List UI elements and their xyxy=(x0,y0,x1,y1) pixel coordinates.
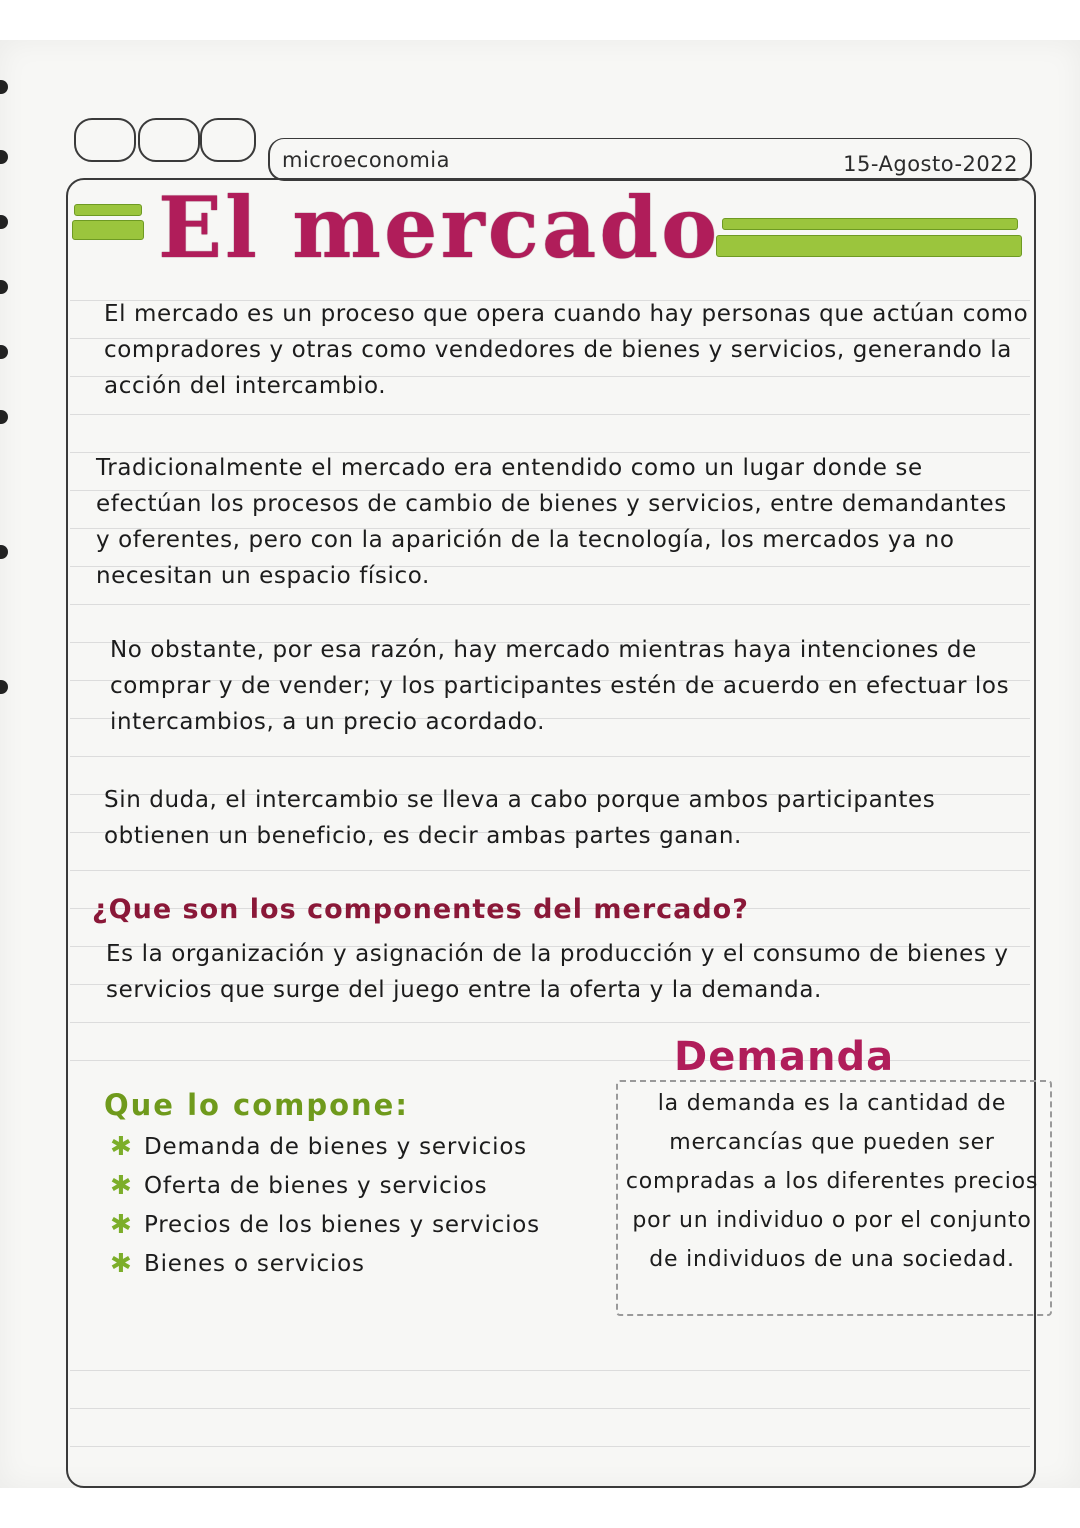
list-item xyxy=(110,1167,540,1206)
asterisk-bullet-icon: ✱ xyxy=(110,1171,133,1201)
subject-label: microeconomia xyxy=(282,148,450,172)
ruled-line xyxy=(70,1022,1030,1023)
components-list xyxy=(110,1128,540,1284)
ruled-line xyxy=(70,1446,1030,1447)
list-item xyxy=(110,1128,540,1167)
list-item-label: Precios de los bienes y servicios xyxy=(144,1212,540,1238)
page-title: El mercado xyxy=(158,178,721,277)
date-label: 15-Agosto-2022 xyxy=(843,152,1018,176)
header-tab-box xyxy=(138,118,200,162)
paragraph-benefit: Sin duda, el intercambio se lleva a cabo porque ambos participantes obtienen un beneficio, es decir ambas partes ganan. xyxy=(104,787,936,849)
paragraph-definition: El mercado es un proceso que opera cuando hay personas que actúan como compradores y otras como vendedores de bienes y servicios, generando la acción del intercambio. xyxy=(104,301,1029,399)
title-accent-bar xyxy=(72,220,144,240)
title-accent-bar xyxy=(74,204,142,216)
demanda-heading: Demanda xyxy=(674,1034,895,1080)
ruled-line xyxy=(70,756,1030,757)
list-item xyxy=(110,1245,540,1284)
ruled-line xyxy=(70,870,1030,871)
header-tab-box xyxy=(200,118,256,162)
ruled-line xyxy=(70,604,1030,605)
list-item xyxy=(110,1206,540,1245)
question-heading: ¿Que son los componentes del mercado? xyxy=(92,894,749,925)
ruled-line xyxy=(70,1408,1030,1409)
asterisk-bullet-icon: ✱ xyxy=(110,1210,133,1240)
list-item-label: Oferta de bienes y servicios xyxy=(144,1173,488,1199)
demanda-definition: la demanda es la cantidad de mercancías que pueden ser compradas a los diferentes precios por un individuo o por el conjunto de individuos de una sociedad. xyxy=(625,1091,1039,1272)
paragraph-however: No obstante, por esa razón, hay mercado mientras haya intenciones de comprar y de vender; y los participantes estén de acuerdo en efectuar los intercambios, a un precio acordado. xyxy=(110,637,1010,735)
header-tab-box xyxy=(74,118,136,162)
title-accent-bar xyxy=(716,235,1022,257)
components-heading: Que lo compone: xyxy=(104,1088,409,1122)
ruled-line xyxy=(70,1370,1030,1371)
ruled-line xyxy=(70,414,1030,415)
paragraph-traditional: Tradicionalmente el mercado era entendido como un lugar donde se efectúan los procesos de cambio de bienes y servicios, entre demandantes y oferentes, pero con la aparición de la tecnología, los mercados ya no necesitan un espacio físico. xyxy=(96,455,1007,589)
list-item-label: Bienes o servicios xyxy=(144,1251,365,1277)
asterisk-bullet-icon: ✱ xyxy=(110,1249,133,1279)
question-answer: Es la organización y asignación de la producción y el consumo de bienes y servicios que surge del juego entre la oferta y la demanda. xyxy=(106,941,1009,1003)
list-item-label: Demanda de bienes y servicios xyxy=(144,1134,527,1160)
asterisk-bullet-icon: ✱ xyxy=(110,1132,133,1162)
title-accent-bar xyxy=(722,218,1018,230)
